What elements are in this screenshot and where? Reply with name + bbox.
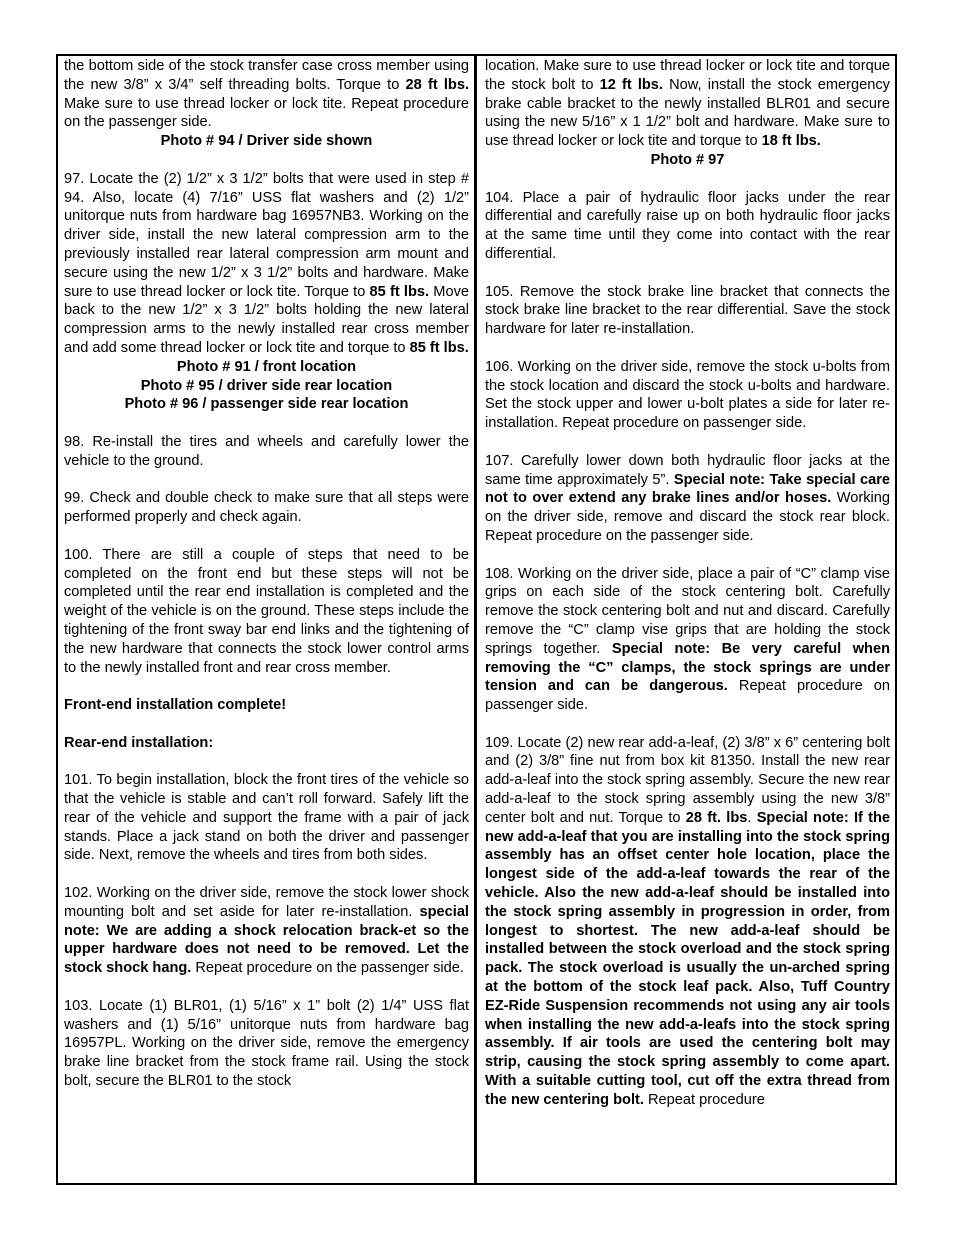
text: 107. Carefully lower down both hydraulic floor jacks at the same time approximately 5”. xyxy=(485,452,890,488)
photo-caption-94: Photo # 94 / Driver side shown xyxy=(160,133,373,150)
text: 97. Locate the (2) 1/2” x 3 1/2” bolts that were used in step # 94. Also, locate (4) 7/16” USS flat washers and (2) 1/2” unitorque nuts from hardware bag 16957NB3. Working on the driver side, install the new lateral compression arm to the previously installed rear lateral compression arm mount and secure using the new 1/2” x 3 1/2” bolts and hardware. Make sure to use thread locker or lock tite. Torque to xyxy=(64,170,469,300)
torque-value: 85 ft lbs. xyxy=(409,339,469,356)
torque-value: 18 ft lbs. xyxy=(761,133,821,150)
text: Now, install the stock emergency brake cable bracket to the newly installed BLR01 and secure using the new 5/16” x 1 1/2” bolt and hardware. Make sure to use thread locker or lock tite and torque to xyxy=(485,76,890,150)
special-note: special note: We are adding a shock relocation brack-et so the upper hardware does not need to be removed. Let the stock shock hang. xyxy=(64,903,469,977)
text: Make sure to use thread locker or lock tite. Repeat procedure on the passenger side. xyxy=(64,95,469,131)
text: Repeat procedure xyxy=(643,1091,765,1108)
photo-caption-91: Photo # 91 / front location xyxy=(176,358,357,375)
step-109 xyxy=(485,734,890,1110)
step-103-continued xyxy=(485,57,890,151)
step-107 xyxy=(485,452,890,546)
front-complete-heading xyxy=(64,696,469,715)
text: location. Make sure to use thread locker or lock tite and torque the stock bolt to xyxy=(485,58,890,93)
text: 109. Locate (2) new rear add-a-leaf, (2) 3/8” x 6” centering bolt and (2) 3/8” fine nut from box kit 81350. Install the new rear add-a-leaf into the stock spring assembly. Secure the new rear add-a-leaf to the stock spring assembly using the new 3/8” center bolt and nut. Torque to xyxy=(485,734,890,826)
torque-value: 28 ft lbs. xyxy=(405,76,470,93)
rear-installation-heading xyxy=(64,734,469,753)
text: Repeat procedure on the passenger side. xyxy=(191,960,464,977)
right-column xyxy=(485,57,890,1110)
text: . xyxy=(747,809,757,826)
step-96-continued xyxy=(64,57,469,132)
step-97 xyxy=(64,170,469,358)
text: Move back to the new 1/2” x 3 1/2” bolts holding the new lateral compression arms to the newly installed rear cross member and add some thread locker or lock tite and torque to xyxy=(64,283,469,356)
torque-value: 12 ft lbs. xyxy=(599,76,663,93)
step-101: 101. To begin installation, block the front tires of the vehicle so that the vehicle is stable and can’t roll forward. Safely lift the rear of the vehicle and support the frame with a pair of jack stands. Place a jack stand on both the driver and passenger side. Next, remove the wheels and tires from both sides. xyxy=(64,772,469,864)
photo-caption-96: Photo # 96 / passenger side rear location xyxy=(124,396,409,413)
text: Repeat procedure on passenger side. xyxy=(485,678,891,714)
heading-text: Rear-end installation: xyxy=(64,734,214,751)
text: 108. Working on the driver side, place a pair of “C” clamp vise grips on each side of the stock centering bolt. Carefully remove the stock centering bolt and nut and discard. Carefully remove the “C” clamp vise grips that are holding the stock springs together. xyxy=(485,565,890,657)
step-99: 99. Check and double check to make sure that all steps were performed properly and check again. xyxy=(64,490,469,526)
special-note: Special note: If the new add-a-leaf that you are installing into the stock spring assembly has an offset center hole location, place the longest side of the add-a-leaf towards the rear of the vehicle. Also the new add-a-leaf should be installed into the stock spring assembly in progression in order, from longest to shortest. The new add-a-leaf should be installed between the stock overload and the stock spring pack. The stock overload is usually the un-arched spring at the bottom of the stock leaf pack. Also, Tuff Country EZ-Ride Suspension recommends not using any air tools when installing the new add-a-leafs into the stock spring assembly. If air tools are used the centering bolt may strip, causing the stock spring assembly to come apart. With a suitable cutting tool, cut off the extra thread from the new centering bolt. xyxy=(485,809,891,1108)
text: the bottom side of the stock transfer case cross member using the new 3/8” x 3/4” self threading bolts. Torque to xyxy=(64,58,469,93)
text: 102. Working on the driver side, remove the stock lower shock mounting bolt and set aside for later re-installation. xyxy=(64,885,469,920)
step-108 xyxy=(485,565,890,715)
torque-value: 28 ft. lbs xyxy=(685,809,748,826)
special-note: Special note: Be very careful when removing the “C” clamps, the stock springs are under tension and can be dangerous. xyxy=(485,640,890,695)
step-100: 100. There are still a couple of steps that need to be completed on the front end but these steps will not be completed until the rear end installation is completed and the weight of the vehicle is on the ground. These steps include the tightening of the front sway bar end links and the tightening of the new hardware that connects the stock lower control arms to the newly installed front and rear cross member. xyxy=(64,546,469,676)
step-104: 104. Place a pair of hydraulic floor jacks under the rear differential and carefully raise up on both hydraulic floor jacks at the same time until they come into contact with the rear differential. xyxy=(485,189,890,262)
special-note: Special note: Take special care not to over extend any brake lines and/or hoses. xyxy=(485,471,891,507)
step-102 xyxy=(64,884,469,978)
heading-text: Front-end installation complete! xyxy=(64,697,287,714)
step-103: 103. Locate (1) BLR01, (1) 5/16” x 1” bolt (2) 1/4” USS flat washers and (1) 5/16” unitorque nuts from hardware bag 16957PL. Working on the driver side, remove the emergency brake line bracket from the stock frame rail. Using the stock bolt, secure the BLR01 to the stock xyxy=(64,997,469,1090)
photo-caption-97: Photo # 97 xyxy=(650,151,725,168)
photo-caption-95: Photo # 95 / driver side rear location xyxy=(140,377,393,394)
step-98: 98. Re-install the tires and wheels and carefully lower the vehicle to the ground. xyxy=(64,433,469,469)
text: Working on the driver side, remove and discard the stock rear block. Repeat procedure on the passenger side. xyxy=(485,490,890,544)
step-105: 105. Remove the stock brake line bracket that connects the stock brake line bracket to the rear differential. Save the stock hardware for later re-installation. xyxy=(485,283,890,338)
step-106: 106. Working on the driver side, remove the stock u-bolts from the stock location and discard the stock u-bolts and hardware. Set the stock upper and lower u-bolt plates a side for later re-installation. Repeat procedure on passenger side. xyxy=(485,358,890,432)
left-column xyxy=(64,57,469,1091)
column-divider xyxy=(474,54,477,1185)
torque-value: 85 ft lbs. xyxy=(369,283,430,300)
